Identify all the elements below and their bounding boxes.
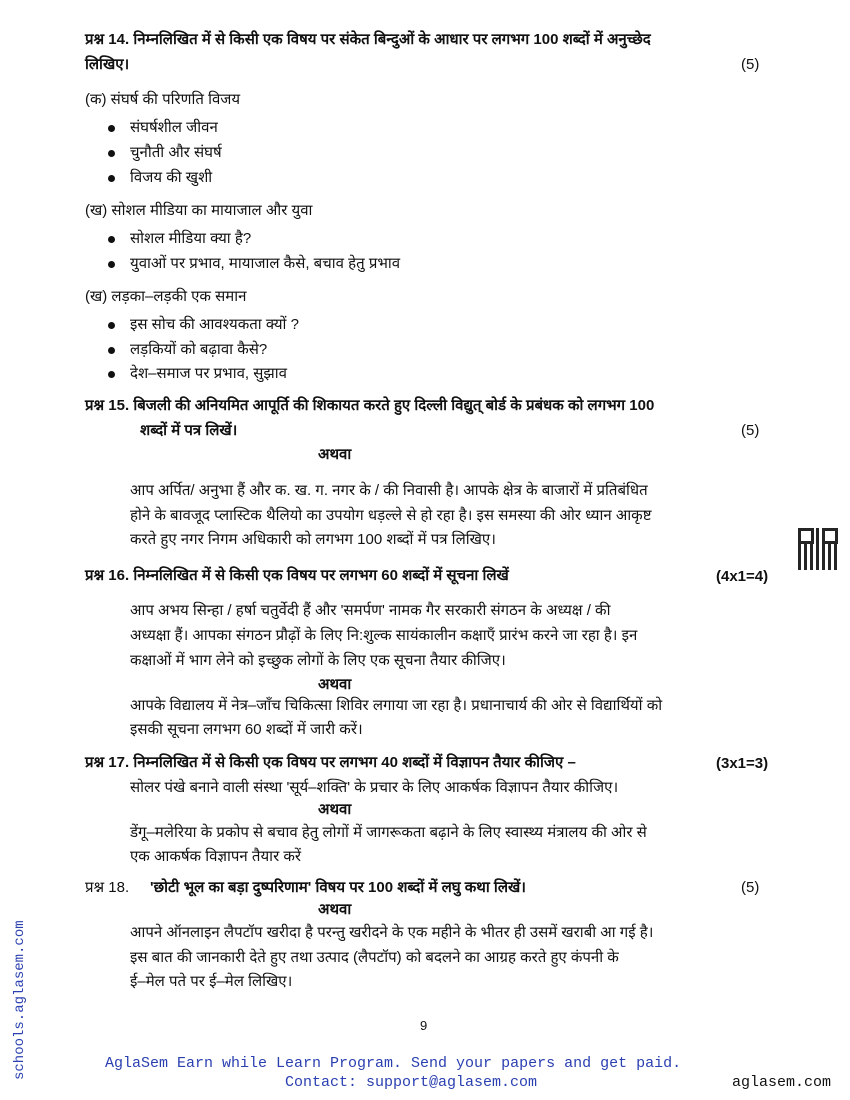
q15-text-cont: शब्दों में पत्र लिखें। bbox=[140, 422, 238, 439]
q17-text: प्रश्न 17. निम्नलिखित में से किसी एक विषय पर लगभग 40 शब्दों में विज्ञापन तैयार कीजिए – bbox=[85, 754, 576, 771]
topic-point: संघर्षशील जीवन bbox=[130, 119, 218, 136]
q18-prefix: प्रश्न 18. bbox=[85, 879, 130, 896]
q18-alt: इस बात की जानकारी देते हुए तथा उत्पाद (लैपटॉप) को बदलने का आग्रह करते हुए कंपनी के bbox=[130, 949, 619, 966]
or-label: अथवा bbox=[318, 801, 352, 818]
topic-point: देश–समाज पर प्रभाव, सुझाव bbox=[130, 365, 287, 382]
q16-option: कक्षाओं में भाग लेने को इच्छुक लोगों के लिए एक सूचना तैयार कीजिए। bbox=[130, 652, 506, 669]
topic-point: इस सोच की आवश्यकता क्यों ? bbox=[130, 316, 299, 333]
q16-option: आपके विद्यालय में नेत्र–जाँच चिकित्सा शिविर लगाया जा रहा है। प्रधानाचार्य की ओर से विद्यार्थियों को bbox=[130, 697, 663, 714]
or-label: अथवा bbox=[318, 676, 352, 693]
bullet-icon bbox=[108, 371, 115, 378]
topic-point: युवाओं पर प्रभाव, मायाजाल कैसे, बचाव हेतु प्रभाव bbox=[130, 255, 401, 272]
bullet-icon bbox=[108, 125, 115, 132]
bullet-icon bbox=[108, 175, 115, 182]
q15-alt: आप अर्पित/ अनुभा हैं और क. ख. ग. नगर के / की निवासी है। आपके क्षेत्र के बाजारों में प्रतिबंधित bbox=[130, 482, 648, 499]
q15-alt: होने के बावजूद प्लास्टिक थैलियो का उपयोग धड़ल्ले से हो रहा है। इस समस्या की ओर ध्यान आकृष्ट bbox=[130, 507, 652, 524]
q17-option: डेंगू–मलेरिया के प्रकोप से बचाव हेतु लोगों में जागरूकता बढ़ाने के लिए स्वास्थ्य मंत्रालय की ओर से bbox=[130, 824, 647, 841]
q14-text: प्रश्न 14. निम्नलिखित में से किसी एक विषय पर संकेत बिन्दुओं के आधार पर लगभग 100 शब्दों में अनुच्छेद bbox=[85, 31, 651, 48]
q18-marks: (5) bbox=[741, 879, 760, 896]
q16-option: आप अभय सिन्हा / हर्षा चतुर्वेदी हैं और 'समर्पण' नामक गैर सरकारी संगठन के अध्यक्ष / की bbox=[130, 602, 611, 619]
q16-marks: (4x1=4) bbox=[716, 568, 769, 585]
topic-point: चुनौती और संघर्ष bbox=[130, 144, 222, 161]
q16-option: इसकी सूचना लगभग 60 शब्दों में जारी करें। bbox=[130, 721, 363, 738]
page-number: 9 bbox=[420, 1018, 428, 1033]
q18-text: 'छोटी भूल का बड़ा दुष्परिणाम' विषय पर 100 शब्दों में लघु कथा लिखें। bbox=[150, 879, 526, 896]
bullet-icon bbox=[108, 347, 115, 354]
q15-text: प्रश्न 15. बिजली की अनियमित आपूर्ति की शिकायत करते हुए दिल्ली विद्युत् बोर्ड के प्रबंधक को लगभग 100 bbox=[85, 397, 655, 414]
topic-point: सोशल मीडिया क्या है? bbox=[130, 230, 252, 247]
bullet-icon bbox=[108, 261, 115, 268]
or-label: अथवा bbox=[318, 446, 352, 463]
q17-option: एक आकर्षक विज्ञापन तैयार करें bbox=[130, 848, 302, 865]
q17-option: सोलर पंखे बनाने वाली संस्था 'सूर्य–शक्ति' के प्रचार के लिए आकर्षक विज्ञापन तैयार कीजिए। bbox=[130, 779, 619, 796]
q14-marks: (5) bbox=[741, 56, 760, 73]
q17-marks: (3x1=3) bbox=[716, 755, 769, 772]
q18-alt: आपने ऑनलाइन लैपटॉप खरीदा है परन्तु खरीदने के एक महीने के भीतर ही उसमें खराबी आ गई है। bbox=[130, 924, 654, 941]
bullet-icon bbox=[108, 150, 115, 157]
topic-title: (क) संघर्ष की परिणति विजय bbox=[85, 91, 241, 108]
topic-point: विजय की खुशी bbox=[130, 169, 213, 186]
topic-point: लड़कियों को बढ़ावा कैसे? bbox=[130, 341, 268, 358]
q15-marks: (5) bbox=[741, 422, 760, 439]
q16-option: अध्यक्षा हैं। आपका संगठन प्रौढ़ों के लिए नि:शुल्क सायंकालीन कक्षाएँ प्रारंभ करने जा रहा है। इन bbox=[130, 627, 638, 644]
qr-code bbox=[798, 528, 838, 570]
or-label: अथवा bbox=[318, 901, 352, 918]
q14-text-cont: लिखिए। bbox=[85, 56, 130, 73]
footer-site[interactable]: aglasem.com bbox=[732, 1074, 832, 1091]
q18-alt: ई–मेल पते पर ई–मेल लिखिए। bbox=[130, 973, 293, 990]
footer-promo: AglaSem Earn while Learn Program. Send your papers and get paid. bbox=[105, 1055, 682, 1072]
footer-contact[interactable]: Contact: support@aglasem.com bbox=[285, 1074, 538, 1091]
q16-text: प्रश्न 16. निम्नलिखित में से किसी एक विषय पर लगभग 60 शब्दों में सूचना लिखें bbox=[85, 567, 509, 584]
topic-title: (ख) लड़का–लड़की एक समान bbox=[85, 288, 247, 305]
topic-title: (ख) सोशल मीडिया का मायाजाल और युवा bbox=[85, 202, 313, 219]
side-watermark: schools.aglasem.com bbox=[12, 920, 28, 1080]
bullet-icon bbox=[108, 322, 115, 329]
bullet-icon bbox=[108, 236, 115, 243]
q15-alt: करते हुए नगर निगम अधिकारी को लगभग 100 शब्दों में पत्र लिखिए। bbox=[130, 531, 496, 548]
